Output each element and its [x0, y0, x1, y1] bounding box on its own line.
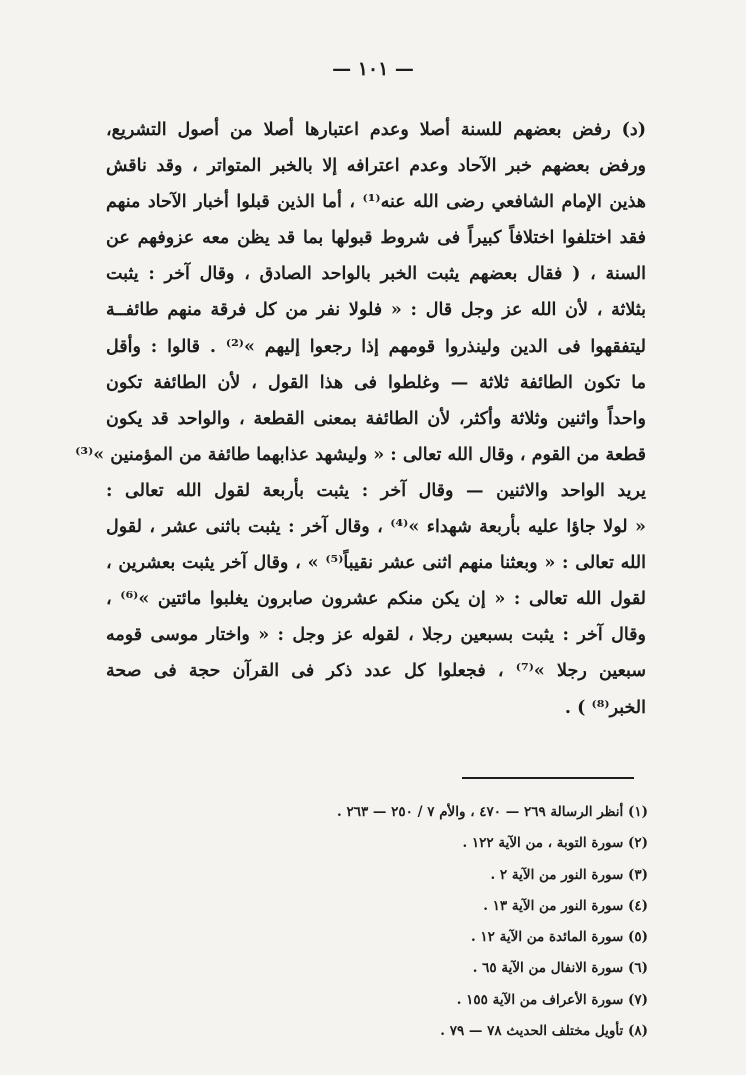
text-line: ليتفقهوا فى الدين ولينذروا قومهم إذا رجعوا إليهم »⁽²⁾ . قالوا : وأقل — [106, 336, 646, 357]
footnote-7: (٧) سورة الأعراف من الآية ١٥٥ . — [456, 991, 648, 1008]
text-line: ما تكون الطائفة ثلاثة — وغلطوا فى هذا القول ، لأن الطائفة تكون — [106, 372, 646, 393]
footnote-6: (٦) سورة الانفال من الآية ٦٥ . — [472, 960, 648, 977]
footnote-3: (٣) سورة النور من الآية ٢ . — [490, 866, 648, 883]
text-line: يريد الواحد والاثنين — وقال آخر : يثبت بأربعة لقول الله تعالى : — [106, 480, 646, 501]
footnote-8: (٨) تأويل مختلف الحديث ٧٨ — ٧٩ . — [440, 1023, 648, 1040]
text-line: بثلاثة ، لأن الله عز وجل قال : « فلولا نفر من كل فرقة منهم طائفــة — [106, 300, 646, 321]
footnote-separator — [462, 777, 634, 779]
main-text — [75, 112, 647, 726]
text-line: سبعين رجلا »⁽⁷⁾ ، فجعلوا كل عدد ذكر فى القرآن حجة فى صحة — [106, 661, 646, 682]
text-line: ورفض بعضهم خبر الآحاد وعدم اعترافه إلا بالخبر المتواتر ، وقد ناقش — [106, 156, 646, 177]
footnote-1: (١) أنظر الرسالة ٢٦٩ — ٤٧٠ ، والأم ٧ / ٢٥٠ — ٢٦٣ . — [337, 804, 648, 820]
footnote-4: (٤) سورة النور من الآية ١٣ . — [483, 897, 648, 914]
text-line: (د) رفض بعضهم للسنة أصلا وعدم اعتبارها أصلا من أصول التشريع، — [106, 120, 646, 140]
text-line: قطعة من القوم ، وقال الله تعالى : « وليشهد عذابهما طائفة من المؤمنين »⁽³⁾ — [75, 444, 646, 465]
page-number: — ١٠١ — — [332, 58, 414, 80]
footnote-5: (٥) سورة المائدة من الآية ١٢ . — [471, 929, 648, 946]
text-line: السنة ، ( فقال بعضهم يثبت الخبر بالواحد الصادق ، وقال آخر : يثبت — [106, 264, 646, 285]
text-line: هذين الإمام الشافعي رضى الله عنه⁽¹⁾ ، أما الذين قبلوا أخبار الآحاد منهم — [106, 192, 646, 213]
text-line: واحداً واثنين وثلاثة وأكثر، لأن الطائفة بمعنى القطعة ، والواحد قد يكون — [106, 408, 646, 429]
text-line: « لولا جاؤا عليه بأربعة شهداء »⁽⁴⁾ ، وقال آخر : يثبت باثنى عشر ، لقول — [106, 517, 646, 538]
text-line: الخبر⁽⁸⁾ ) . — [564, 697, 646, 718]
footnotes — [150, 797, 648, 1047]
text-line: وقال آخر : يثبت بسبعين رجلا ، لقوله عز وجل : « واختار موسى قومه — [106, 625, 646, 646]
footnote-2: (٢) سورة التوبة ، من الآية ١٢٢ . — [462, 835, 648, 852]
text-line: فقد اختلفوا اختلافاً كبيراً فى شروط قبولها بما قد يظن معه عزوفهم عن — [106, 228, 646, 249]
text-line: الله تعالى : « وبعثنا منهم اثنى عشر نقيباً⁽⁵⁾ » ، وقال آخر يثبت بعشرين ، — [106, 553, 647, 574]
text-line: لقول الله تعالى : « إن يكن منكم عشرون صابرون يغلبوا مائتين »⁽⁶⁾ ، — [106, 589, 647, 610]
